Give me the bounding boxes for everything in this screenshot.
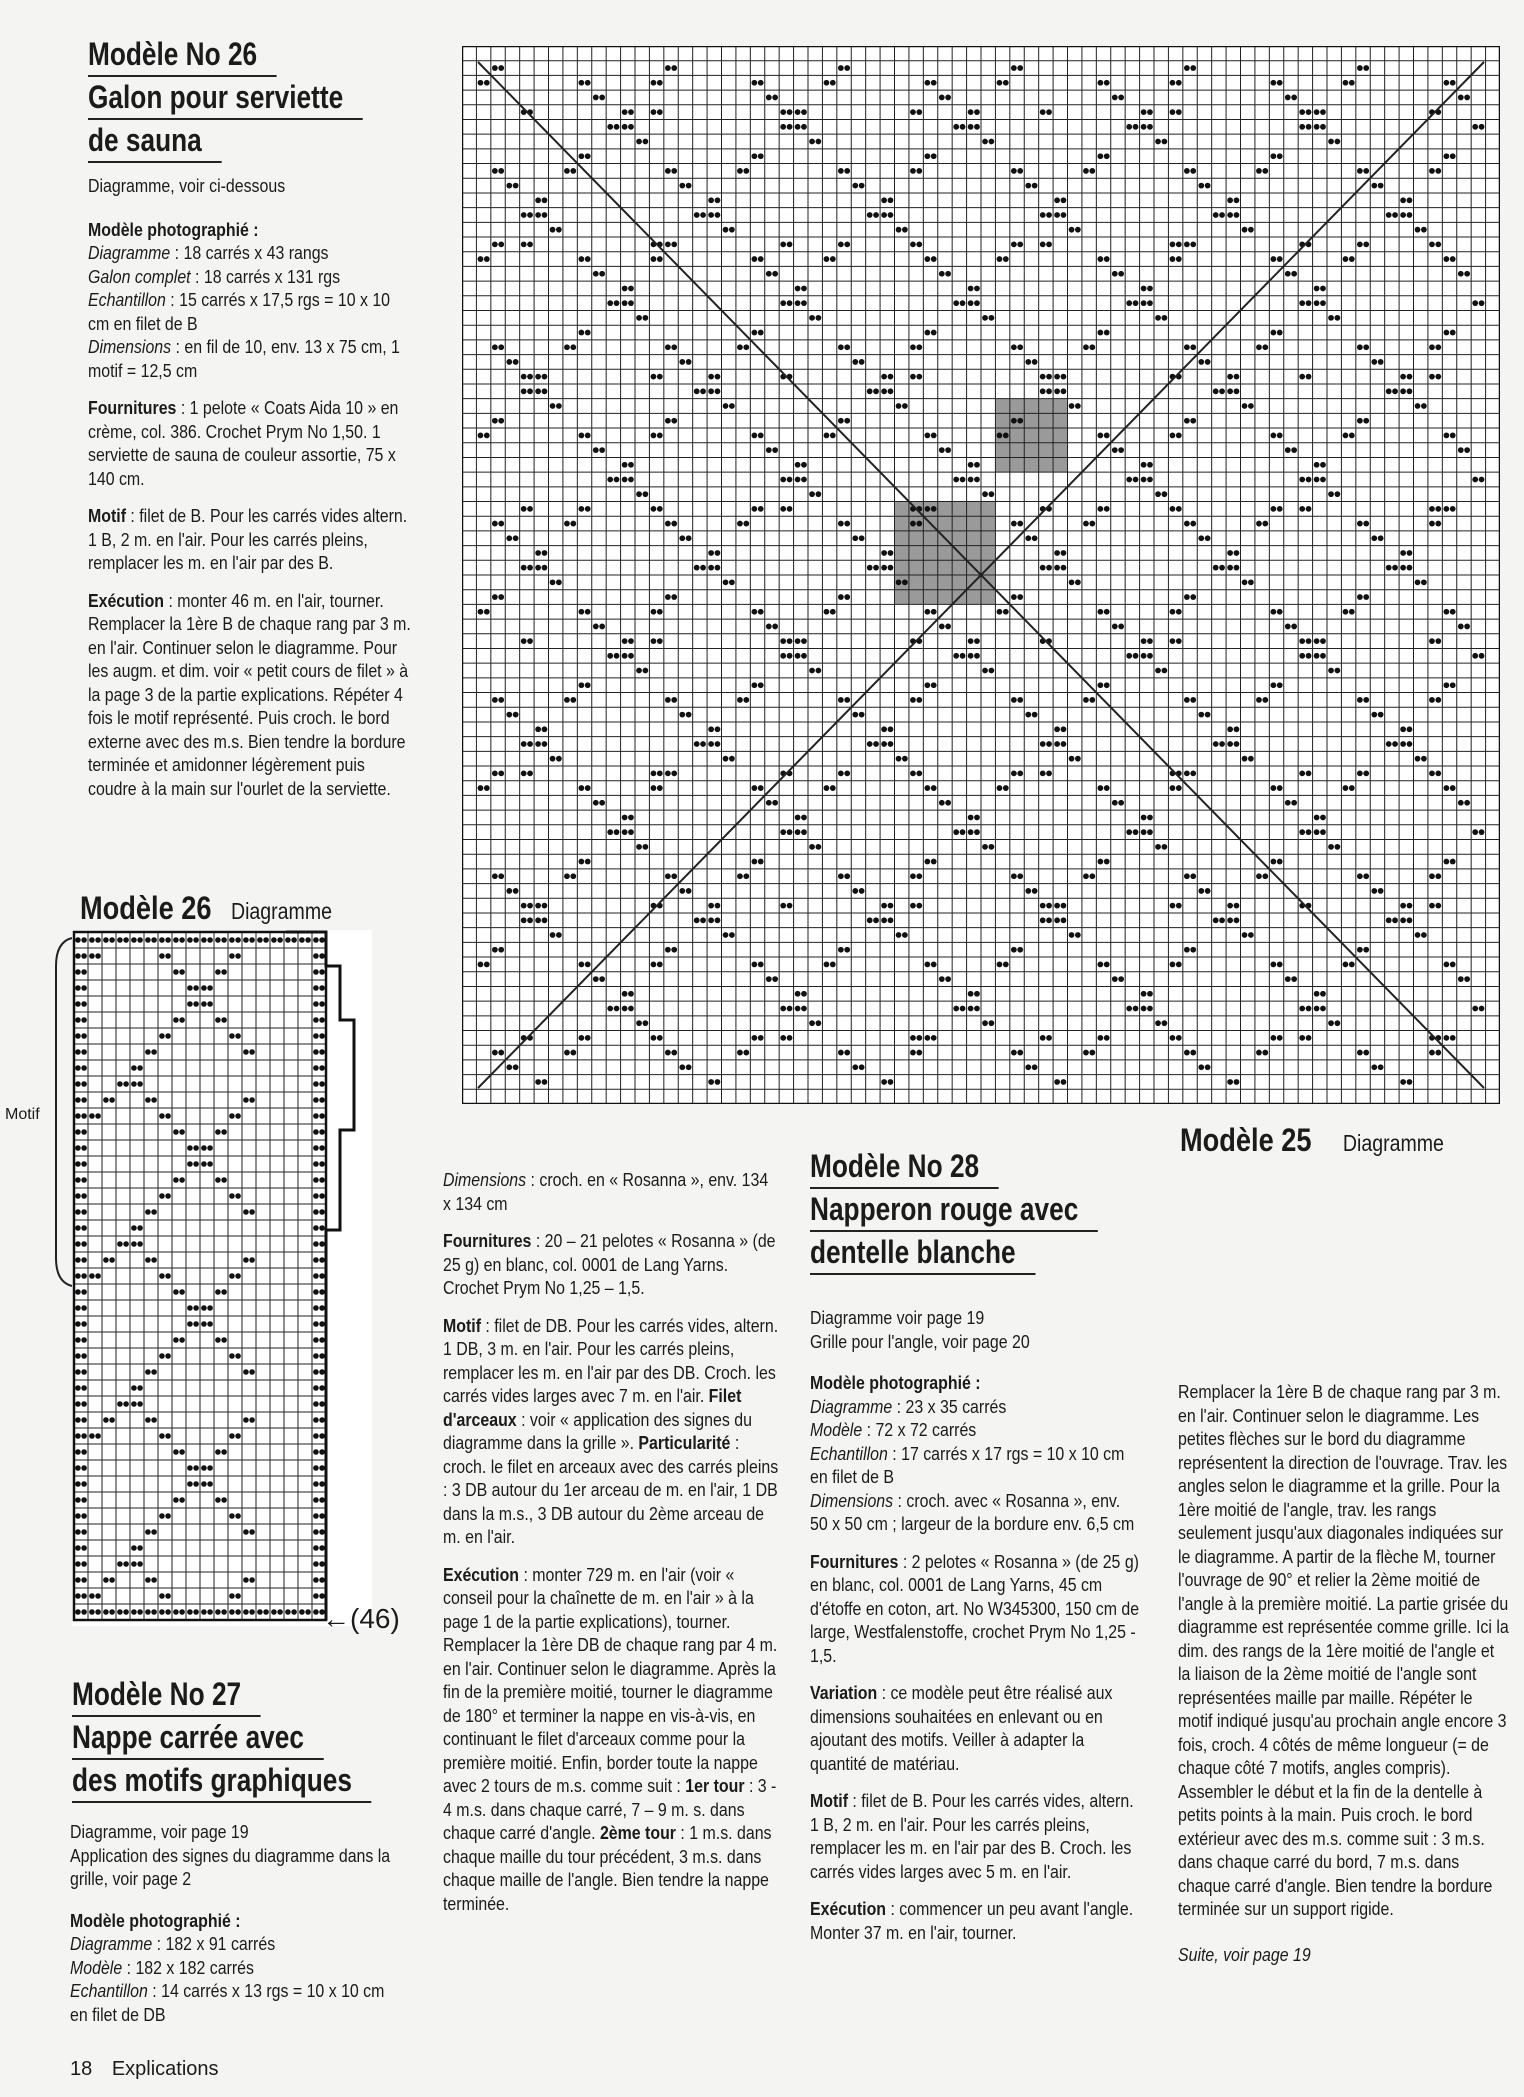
m27-execution: Exécution : monter 729 m. en l'air (voir « conseil pour la chaînette de m. en l'air » à la page 1 de la partie explications), tourner. Remplacer la 1ère DB de chaque rang par 4 m. en l'air. Continuer selon le diagramme. Après la fin de la première moitié, tourner le diagramme de 180° et terminer la nappe en vis-à-vis, en continuant le filet d'arceaux comme pour la première moitié. Enfin, border toute la nappe avec 2 tours de m.s. comme suit : 1er tour : 3 - 4 m.s. dans chaque carré, 7 – 9 m. s. dans chaque carré d'angle. 2ème tour : 1 m.s. dans chaque maille du tour précédent, 3 m.s. dans chaque maille de l'angle. Bien tendre la nappe terminée. <box>443 1563 778 1914</box>
m26-diagram-sub: Diagramme <box>230 898 333 924</box>
m26-photo-head: Modèle photographié : <box>88 218 259 240</box>
m25-filet-chart <box>462 46 1500 1104</box>
m28-title <box>810 1146 1098 1275</box>
m28-fournitures: Fournitures : 2 pelotes « Rosanna » (de 25 g) en blanc, col. 0001 de Lang Yarns, 45 cm d'étoffe en coton, art. No W345300, 150 cm de large, Westfalenstoffe, crochet Prym No 1,25 - 1,5. <box>810 1550 1140 1666</box>
m25-diagram-sub: Diagramme <box>1342 1130 1444 1156</box>
m27-fournitures: Fournitures : 20 – 21 pelotes « Rosanna » (de 25 g) en blanc, col. 0001 de Lang Yarns. Crochet Prym No 1,25 – 1,5. <box>443 1230 776 1298</box>
m26-execution: Exécution : monter 46 m. en l'air, tourner. Remplacer la 1ère B de chaque rang par 3 m. en l'air. Continuer selon le diagramme. Pour les augm. et dim. voir « petit cours de filet » à la page 3 de la partie explications. Répéter 4 fois le motif représenté. Puis croch. le bord externe avec des m.s. Bien tendre la bordure terminée et amidonner légèrement puis coudre à la main sur l'ourlet de la serviette. <box>88 589 411 799</box>
page-number: 18 <box>70 2058 93 2080</box>
m28-photo-list: Diagramme : 23 x 35 carrés Modèle : 72 x 72 carrés Echantillon : 17 carrés x 17 rgs = 10 x 10 cm en filet de B Dimensions : croch. avec « Rosanna », env. 50 x 50 cm ; largeur de la bordure env. 6,5 cm <box>810 1395 1135 1534</box>
m28-intro: Diagramme voir page 19 Grille pour l'angle, voir page 20 <box>810 1307 1030 1352</box>
m28-variation: Variation : ce modèle peut être réalisé aux dimensions souhaitées en enlevant ou en ajoutant des motifs. Veiller à adapter la quantité de matériau. <box>810 1682 1113 1774</box>
m26-filet-chart <box>72 930 372 1626</box>
m27-title-line1: Modèle No 27 <box>72 1674 261 1717</box>
m28-continuation: Remplacer la 1ère B de chaque rang par 3 m. en l'air. Continuer selon le diagramme. Les petites flèches sur le bord du diagramme représentent la direction de l'ouvrage. Trav. les angles selon le diagramme et la grille. Pour la 1ère moitié de l'angle, trav. les rangs seulement jusqu'aux diagonales indiquées sur le diagramme. A partir de la flèche M, tourner l'ouvrage de 90° et relier la 2ème moitié de l'angle à la première moitié. La partie grisée du diagramme est représentée comme grille. Ici la dim. des rangs de la 1ère moitié de l'angle et la liaison de la 2ème moitié de l'angle sont représentées maille par maille. Répéter le motif indiqué jusqu'au prochain angle encore 3 fois, croch. 4 côtés de même longueur (= de chaque côté 7 motifs, angles compris). Assembler le début et la fin de la dentelle à petits points à la main. Puis croch. le bord extérieur avec des m.s. comme suit : 3 m.s. dans chaque carré du bord, 7 m.s. dans chaque carré d'angle. Bien tendre la bordure terminée sur un support rigide. <box>1178 1381 1509 1919</box>
m28-col2 <box>1178 1380 1510 1980</box>
m26-title-line3: de sauna <box>88 120 221 163</box>
m26-diagram-title: Modèle 26 Diagramme <box>80 890 333 926</box>
m26-fournitures: Fournitures : 1 pelote « Coats Aida 10 » en crème, col. 386. Crochet Prym No 1,50. 1 serviette de sauna de couleur assortie, 75 x 140 cm. <box>88 397 399 489</box>
m28-title-line3: dentelle blanche <box>810 1232 1035 1275</box>
m28-title-line1: Modèle No 28 <box>810 1146 999 1189</box>
m28-title-line2: Napperon rouge avec <box>810 1189 1098 1232</box>
m26-title <box>88 34 363 163</box>
motif-bracket-label: Motif <box>5 1106 40 1123</box>
m27-title <box>72 1674 372 1803</box>
m27-photo-head: Modèle photographié : <box>70 1909 241 1931</box>
m26-title-line1: Modèle No 26 <box>88 34 277 77</box>
m25-diagram-title: Modèle 25 Diagramme <box>1180 1122 1444 1158</box>
m27-col2 <box>443 1168 778 1929</box>
m27-photo-list: Diagramme : 182 x 91 carrés Modèle : 182 x 182 carrés Echantillon : 14 carrés x 13 rgs = 10 x 10 cm en filet de DB <box>70 1933 385 2025</box>
m26-grid <box>74 932 326 1620</box>
m26-diagram-ref: Diagramme, voir ci-dessous <box>88 175 286 196</box>
m28-motif: Motif : filet de B. Pour les carrés vides, altern. 1 B, 2 m. en l'air. Pour les carrés pleins, remplacer les m. en l'air par des B. Croch. les carrés vides larges avec 5 m. en l'air. <box>810 1790 1134 1882</box>
m26-stitch-count: ←(46) <box>322 1603 400 1634</box>
page-footer <box>70 2058 219 2081</box>
m27-title-line3: des motifs graphiques <box>72 1760 372 1803</box>
footer-section: Explications <box>111 2058 219 2080</box>
motif-bracket <box>50 936 74 1288</box>
m27-motif: Motif : filet de DB. Pour les carrés vides, altern. 1 DB, 3 m. en l'air. Pour les carrés pleins, remplacer les m. en l'air par des DB. Croch. les carrés vides larges avec 7 m. en l'air. Filet d'arceaux : voir « application des signes du diagramme dans la grille ». Particularité : croch. le filet en arceaux avec des carrés pleins : 3 DB autour du 1er arceau de m. en l'air, 1 DB dans la m.s., 3 DB autour du 2ème arceau de m. en l'air. <box>443 1314 779 1547</box>
m28-execution: Exécution : commencer un peu avant l'angle. Monter 37 m. en l'air, tourner. <box>810 1898 1134 1943</box>
m26-motif: Motif : filet de B. Pour les carrés vides altern. 1 B, 2 m. en l'air. Pour les carrés pleins, remplacer les m. en l'air par des B. <box>88 505 408 573</box>
m26-photo-list: Diagramme : 18 carrés x 43 rangs Galon complet : 18 carrés x 131 rgs Echantillon : 15 carrés x 17,5 rgs = 10 x 10 cm en filet de B Dimensions : en fil de 10, env. 13 x 75 cm, 1 motif = 12,5 cm <box>88 242 400 381</box>
m28-suite: Suite, voir page 19 <box>1178 1943 1311 1965</box>
m27-title-line2: Nappe carrée avec <box>72 1717 324 1760</box>
m27-col1 <box>70 1820 397 2040</box>
m28-col1 <box>810 1306 1141 1958</box>
m27-dimensions: Dimensions : croch. en « Rosanna », env. 134 x 134 cm <box>443 1169 769 1214</box>
m27-intro: Diagramme, voir page 19 Application des signes du diagramme dans la grille, voir page 2 <box>70 1821 391 1889</box>
m28-photo-head: Modèle photographié : <box>810 1372 981 1393</box>
m26-title-line2: Galon pour serviette <box>88 77 363 120</box>
m26-body <box>88 174 415 814</box>
